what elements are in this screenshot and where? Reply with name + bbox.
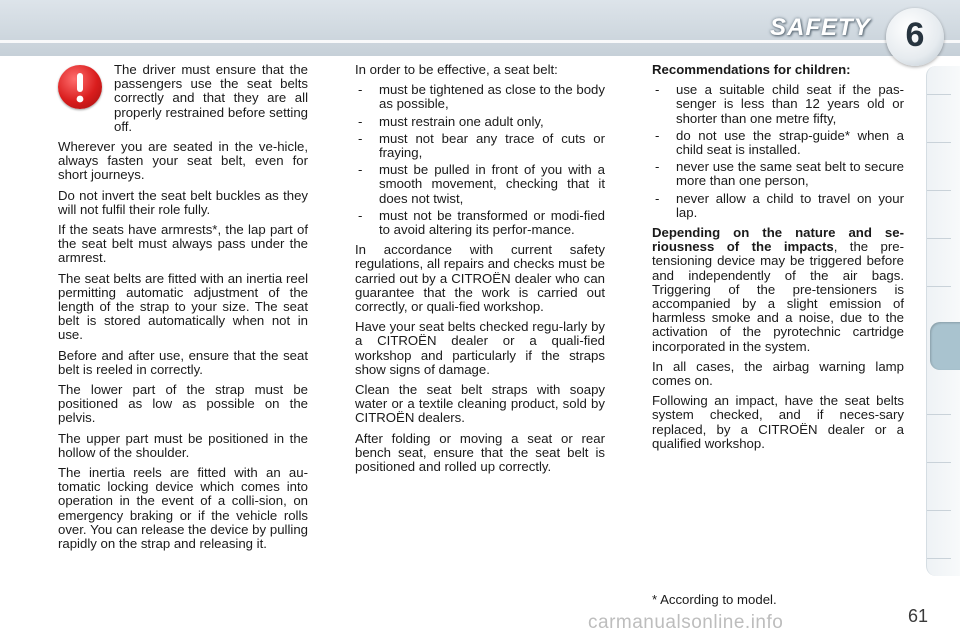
children-heading: Recommendations for children: xyxy=(652,62,851,77)
paragraph: In accordance with current safety regulations, all repairs and checks must be carried out by a CITROËN dealer who can guarantee that the work is carried out correctly, or quali-fied workshop. xyxy=(355,242,605,315)
impact-lead: Depending on the nature and se-riousness of the impacts xyxy=(652,225,904,255)
list-item: - must be pulled in front of you with a smooth movement, checking that it does not twist, xyxy=(355,163,605,206)
chapter-badge xyxy=(886,8,944,66)
warning-icon-wrapper xyxy=(58,63,114,123)
chapter-tabs xyxy=(926,66,960,576)
list-item: - use a suitable child seat if the pas-senger is less than 12 years old or shorter than one metre fifty, xyxy=(652,83,904,126)
watermark: carmanualsonline.info xyxy=(588,612,784,633)
column-left xyxy=(58,63,308,557)
chapter-number: 6 xyxy=(905,16,925,54)
impact-rest: , the pre-tensioning device may be triggered before and independently of the air bags. Triggering of the pre-tensioners is accompanied by a slight emission of harmless smoke and a noise, due to the activation of the pyrotechnic cartridge incorporated in the system. xyxy=(652,239,905,354)
paragraph: Do not invert the seat belt buckles as they will not fulfil their role fully. xyxy=(58,187,308,217)
column-right xyxy=(652,63,904,457)
section-title: SAFETY xyxy=(770,14,871,41)
page-number: 61 xyxy=(908,606,929,626)
active-chapter-tab[interactable] xyxy=(930,322,960,370)
paragraph: In all cases, the airbag warning lamp comes on. xyxy=(652,358,904,389)
paragraph: The inertia reels are fitted with an au-tomatic locking device which comes into operation in the event of a colli-sion, on emergency braking or if the vehicle rolls over. You can release the device by pulling rapidly on the strap and releasing it. xyxy=(58,465,308,552)
paragraph: Following an impact, have the seat belts system checked, and if neces-sary replaced, by a CITROËN dealer or a qualified workshop. xyxy=(652,393,904,451)
seat-belt-conditions-list xyxy=(355,83,605,237)
list-item: - must be tightened as close to the body as possible, xyxy=(355,83,605,111)
paragraph: The upper part must be positioned in the hollow of the shoulder. xyxy=(58,430,308,460)
paragraph: If the seats have armrests*, the lap part of the seat belt must always pass under the armrest. xyxy=(58,222,308,266)
paragraph: The lower part of the strap must be positioned as low as possible on the pelvis. xyxy=(58,382,308,426)
list-item: - never allow a child to travel on your lap. xyxy=(652,192,904,220)
footnote: * According to model. xyxy=(652,592,777,607)
list-item: - never use the same seat belt to secure more than one person, xyxy=(652,160,904,188)
paragraph: Have your seat belts checked regu-larly by a CITROËN dealer or a quali-fied workshop and particularly if the straps show signs of damage. xyxy=(355,319,605,377)
column-middle xyxy=(355,63,605,480)
paragraph: Clean the seat belt straps with soapy water or a textile cleaning product, sold by CITROËN dealers. xyxy=(355,382,605,426)
paragraph: The seat belts are fitted with an inertia reel permitting automatic adjustment of the length of the strap to your size. The seat belt is stored automatically when not in use. xyxy=(58,270,308,343)
list-intro: In order to be effective, a seat belt: xyxy=(355,62,558,77)
warning-text: The driver must ensure that the passengers use the seat belts correctly and that they are all properly restrained before setting off. xyxy=(114,62,308,134)
list-item: - must not bear any trace of cuts or fraying, xyxy=(355,132,605,160)
list-item: - do not use the strap-guide* when a child seat is installed. xyxy=(652,129,904,157)
children-recommendations-list xyxy=(652,83,904,220)
list-item: - must not be transformed or modi-fied to avoid altering its perfor-mance. xyxy=(355,209,605,237)
paragraph: Before and after use, ensure that the seat belt is reeled in correctly. xyxy=(58,347,308,377)
paragraph: After folding or moving a seat or rear bench seat, ensure that the seat belt is positioned and rolled up correctly. xyxy=(355,430,605,475)
list-item: - must restrain one adult only, xyxy=(355,115,605,129)
pretensioner-paragraph xyxy=(652,226,904,354)
exclamation-warning-icon xyxy=(58,65,102,109)
paragraph: Wherever you are seated in the ve-hicle, always fasten your seat belt, even for short journeys. xyxy=(58,139,308,183)
